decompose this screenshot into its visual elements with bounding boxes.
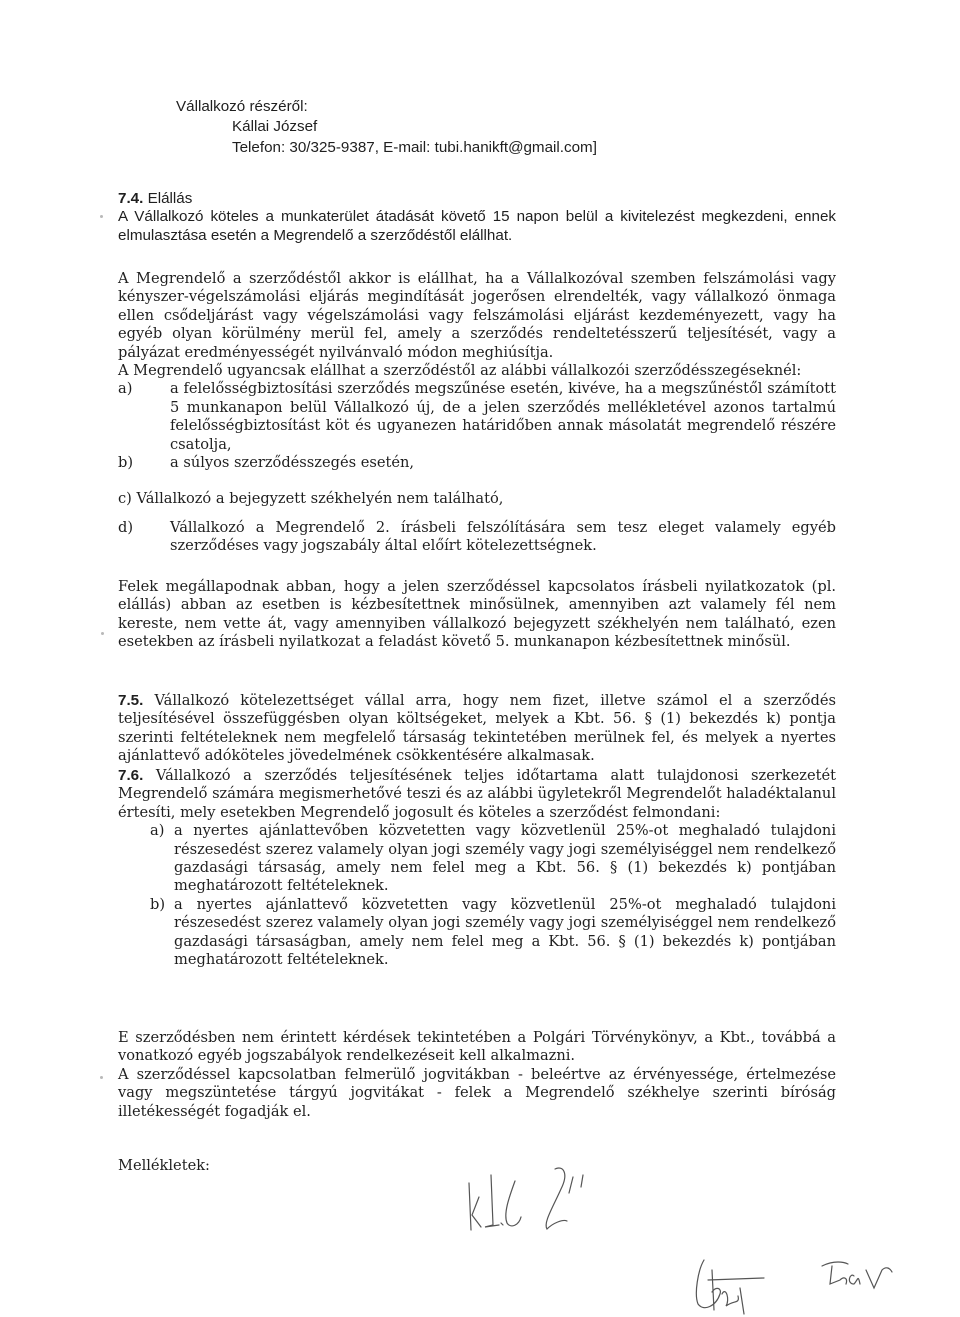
section-7-4-body: [118, 270, 836, 472]
paragraph: A Vállalkozó köteles a munkaterület átadását követő 15 napon belül a kivitelezést megkezdeni, ennek elmulasztása esetén a Megrendelő a szerződéstől elállhat.: [118, 208, 836, 244]
list-item-text: a nyertes ajánlattevőben közvetetten vagy közvetlenül 25%-ot meghaladó tulajdoni részesedést szerez valamely olyan jogi személy vagy jogi személyiséggel nem rendelkező gazdasági társaság, amely nem felel meg a Kbt. 56. § (1) bekezdés k) pontjában meghatározott feltételeknek.: [174, 822, 836, 895]
contractor-block: [176, 98, 776, 157]
attachments-label: Mellékletek:: [118, 1157, 210, 1174]
list-item-text: a felelősségbiztosítási szerződés megszűnése esetén, kivéve, ha a megszűnéstől számított 5 munkanapon belül Vállalkozó új, de a jelen szerződés mellékletével azonos tartalmú felelősségbiztosítást köt és ugyanezen határidőben annak másolatát megrendelő részére csatolja,: [170, 380, 836, 453]
list-item-text: Vállalkozó a Megrendelő 2. írásbeli felszólítására sem tesz eleget valamely egyéb szerződéses vagy jogszabály által előírt kötelezettségnek.: [170, 519, 836, 555]
paragraph: A Megrendelő ugyancsak elállhat a szerződéstől az alábbi vállalkozói szerződésszegéseknél:: [118, 362, 802, 380]
list-item-label: a): [118, 380, 133, 398]
section-number: 7.4.: [118, 190, 144, 207]
list-item-text: a súlyos szerződésszegés esetén,: [170, 454, 415, 472]
paragraph: E szerződésben nem érintett kérdések tekintetében a Polgári Törvénykönyv, a Kbt., továbbá a vonatkozó egyéb jogszabályok rendelkezéseit kell alkalmazni.: [118, 1029, 836, 1065]
list-item-label: b): [150, 895, 166, 913]
section-title: Elállás: [147, 190, 193, 207]
scan-speck: [100, 1076, 103, 1079]
list-item-label: a): [150, 822, 165, 840]
scan-speck: [100, 215, 103, 218]
handwritten-signature: [455, 1135, 615, 1235]
contractor-name: Kállai József: [232, 118, 318, 136]
section-7-4-intro: [118, 190, 836, 245]
handwritten-initials-1: [668, 1250, 768, 1316]
handwritten-initials-2: [818, 1258, 898, 1294]
contractor-contact: Telefon: 30/325-9387, E-mail: tubi.hanikft@gmail.com]: [232, 138, 597, 156]
list-item-label: d): [118, 519, 134, 536]
paragraph: Felek megállapodnak abban, hogy a jelen szerződéssel kapcsolatos írásbeli nyilatkozatok (pl. elállás) abban az esetben is kézbesítettnek minősülnek, amennyiben azt valamely fél nem kereste, nem vette át, vagy amennyiben vállalkozó bejegyzett székhelyén nem található, ezen esetekben az írásbeli nyilatkozat a feladást követő 5. munkanapon kézbesítettnek minősül.: [118, 578, 836, 651]
section-text: Vállalkozó kötelezettséget vállal arra, hogy nem fizet, illetve számol el a szerződés teljesítésével összefüggésben olyan költségeket, melyek a Kbt. 56. § (1) bekezdés k) pontja szerinti feltételeknek nem megfelelő társaság tekintetében merülnek fel, és melyek a nyertes ajánlattevő adóköteles jövedelmének csökkentésére alkalmasak.: [118, 692, 837, 765]
list-item: [118, 380, 836, 454]
section-7-4-heading: [118, 190, 836, 208]
paragraph: A szerződéssel kapcsolatban felmerülő jogvitákban - beleértve az érvényessége, értelmezése vagy megszüntetése tárgyú jogvitákat - felek a Megrendelő székhelye szerinti bíróság illetékességét fogadják el.: [118, 1065, 836, 1120]
list-item: [118, 454, 836, 472]
list-item: [118, 896, 836, 970]
section-7-6: [118, 767, 836, 969]
list-item: [118, 822, 836, 896]
section-number: 7.6.: [118, 767, 144, 784]
list-item-label: b): [118, 454, 134, 472]
list-item: [118, 519, 836, 556]
section-text: Vállalkozó a szerződés teljesítésének teljes időtartama alatt tulajdonosi szerkezetét Megrendelő számára megismerhetővé teszi és az alábbi ügyletekről Megrendelőt haladéktalanul értesíti, mely esetekben Megrendelő jogosult és köteles a szerződést felmondani:: [118, 767, 836, 821]
list-item: c) Vállalkozó a bejegyzett székhelyén nem található,: [118, 490, 504, 507]
section-number: 7.5.: [118, 692, 144, 709]
scan-speck: [101, 632, 104, 635]
contractor-heading: Vállalkozó részéről:: [176, 98, 308, 115]
paragraph: A Megrendelő a szerződéstől akkor is elállhat, ha a Vállalkozóval szemben felszámolási vagy kényszer-végelszámolási eljárás megindítását jogerősen elrendelték, vagy vállalkozó önmaga ellen csődeljárást vagy végelszámolási vagy felszámolási eljárást kezdeményezett, vagy ha egyéb olyan körülmény merül fel, amely a szerződés rendeltetésszerű teljesítését, vagy a pályázat eredményességét nyilvánvaló módon meghiúsítja.: [118, 270, 836, 361]
section-7-5: [118, 692, 836, 766]
closing-block: [118, 1029, 836, 1121]
list-item-text: a nyertes ajánlattevő közvetetten vagy közvetlenül 25%-ot meghaladó tulajdoni részesedést szerez valamely olyan jogi személy vagy jogi személyiséggel nem rendelkező gazdasági társaságban, amely nem felel meg a Kbt. 56. § (1) bekezdés k) pontjában meghatározott feltételeknek.: [174, 895, 836, 969]
